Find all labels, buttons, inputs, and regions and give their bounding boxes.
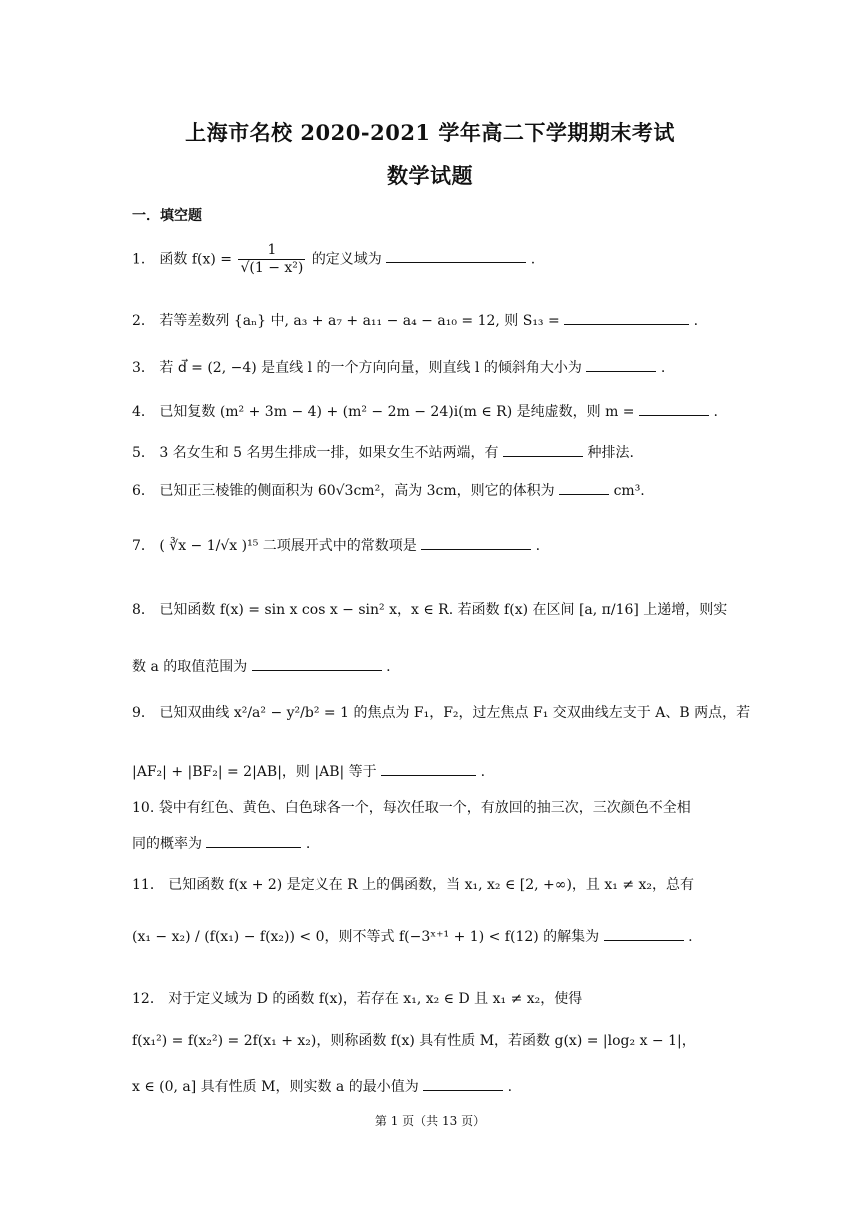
question-12 bbox=[132, 991, 732, 1008]
question-text: x ∈ (0, a] 具有性质 M，则实数 a 的最小值为 bbox=[132, 1079, 419, 1095]
question-text: 数 a 的取值范围为 bbox=[132, 659, 248, 675]
question-text: 已知函数 f(x) = sin x cos x − sin² x，x ∈ R. 若函数 f(x) 在区间 [a, π/16] 上递增，则实 bbox=[159, 602, 728, 618]
answer-blank bbox=[639, 401, 709, 416]
question-text: 已知双曲线 x²/a² − y²/b² = 1 的焦点为 F₁，F₂，过左焦点 F₁ 交双曲线左支于 A、B 两点，若 bbox=[159, 705, 751, 721]
fraction-numerator: 1 bbox=[267, 242, 277, 258]
answer-blank bbox=[386, 248, 526, 263]
question-text: 若 d⃗ = (2, −4) 是直线 l 的一个方向向量，则直线 l 的倾斜角大小为 bbox=[159, 360, 582, 376]
document-title: 上海市名校 2020-2021 学年高二下学期期末考试 bbox=[185, 120, 675, 145]
question-8-continued bbox=[132, 656, 732, 676]
question-number: 8． bbox=[132, 602, 155, 618]
question-7 bbox=[132, 535, 732, 555]
question-number: 7． bbox=[132, 538, 155, 554]
question-text: f(x₁²) = f(x₂²) = 2f(x₁ + x₂)，则称函数 f(x) 具有性质 M，若函数 g(x) = |log₂ x − 1|， bbox=[132, 1033, 696, 1049]
question-11-continued bbox=[132, 926, 732, 946]
question-text: 的定义域为 bbox=[311, 251, 382, 268]
question-5 bbox=[132, 442, 732, 462]
question-text: (x₁ − x₂) / (f(x₁) − f(x₂)) < 0，则不等式 f(−3ˣ⁺¹ + 1) < f(12) 的解集为 bbox=[132, 929, 600, 945]
question-9 bbox=[132, 705, 751, 722]
question-number: 6． bbox=[132, 483, 155, 499]
fraction bbox=[238, 242, 305, 277]
question-tail: . bbox=[530, 251, 536, 268]
question-10-continued bbox=[132, 833, 732, 853]
answer-blank bbox=[423, 1076, 503, 1091]
question-11 bbox=[132, 877, 732, 894]
question-6 bbox=[132, 480, 732, 500]
answer-blank bbox=[206, 833, 301, 848]
question-text: |AF₂| + |BF₂| = 2|AB|，则 |AB| 等于 bbox=[132, 764, 377, 780]
question-2 bbox=[132, 310, 732, 330]
page-footer: 第 1 页（共 13 页） bbox=[374, 1114, 486, 1128]
question-number: 11． bbox=[132, 877, 164, 893]
question-text: 3 名女生和 5 名男生排成一排，如果女生不站两端，有 bbox=[159, 445, 499, 461]
question-number: 12． bbox=[132, 991, 164, 1007]
question-text: 函数 f(x) = bbox=[159, 251, 237, 268]
question-10 bbox=[132, 800, 732, 817]
answer-blank bbox=[586, 357, 656, 372]
question-1 bbox=[132, 242, 732, 277]
question-tail: . bbox=[688, 929, 693, 945]
question-3 bbox=[132, 357, 732, 377]
question-tail: cm³. bbox=[613, 483, 645, 499]
question-text: ( ∛x − 1/√x )¹⁵ 二项展开式中的常数项是 bbox=[159, 538, 417, 554]
answer-blank bbox=[604, 926, 684, 941]
question-number: 1． bbox=[132, 251, 155, 268]
question-tail: . bbox=[480, 764, 486, 780]
answer-blank bbox=[381, 761, 476, 776]
question-text: 同的概率为 bbox=[132, 836, 202, 852]
question-12-continued bbox=[132, 1076, 732, 1096]
question-tail: . bbox=[713, 404, 718, 420]
answer-blank bbox=[503, 442, 583, 457]
question-tail: 种排法. bbox=[587, 445, 634, 461]
fraction-denominator: √(1 − x²) bbox=[240, 259, 304, 276]
question-tail: . bbox=[693, 313, 699, 329]
question-12-continued bbox=[132, 1033, 732, 1050]
question-number: 2． bbox=[132, 313, 155, 329]
question-text: 已知复数 (m² + 3m − 4) + (m² − 2m − 24)i(m ∈ R) 是纯虚数，则 m = bbox=[159, 404, 639, 420]
question-text: 袋中有红色、黄色、白色球各一个，每次任取一个，有放回的抽三次，三次颜色不全相 bbox=[158, 800, 691, 816]
question-tail: . bbox=[305, 836, 311, 852]
question-text: 已知正三棱锥的侧面积为 60√3cm²，高为 3cm，则它的体积为 bbox=[159, 483, 555, 499]
question-number: 10. bbox=[132, 800, 155, 816]
answer-blank bbox=[564, 310, 689, 325]
question-text: 对于定义域为 D 的函数 f(x)，若存在 x₁, x₂ ∈ D 且 x₁ ≠ x₂，使得 bbox=[168, 991, 583, 1007]
question-9-continued bbox=[132, 761, 732, 781]
question-text: 若等差数列 {aₙ} 中, a₃ + a₇ + a₁₁ − a₄ − a₁₀ = 12, 则 S₁₃ = bbox=[159, 313, 565, 329]
document-subtitle: 数学试题 bbox=[387, 163, 473, 188]
question-tail: . bbox=[507, 1079, 513, 1095]
question-text: 已知函数 f(x + 2) 是定义在 R 上的偶函数，当 x₁, x₂ ∈ [2, +∞)，且 x₁ ≠ x₂，总有 bbox=[168, 877, 695, 893]
question-number: 5． bbox=[132, 445, 155, 461]
question-number: 3． bbox=[132, 360, 155, 376]
section-heading: 一．填空题 bbox=[132, 208, 202, 224]
question-8 bbox=[132, 602, 732, 619]
question-number: 9． bbox=[132, 705, 155, 721]
question-4 bbox=[132, 401, 732, 421]
question-number: 4． bbox=[132, 404, 155, 420]
answer-blank bbox=[559, 480, 609, 495]
answer-blank bbox=[421, 535, 531, 550]
question-tail: . bbox=[535, 538, 541, 554]
answer-blank bbox=[252, 656, 382, 671]
question-tail: . bbox=[386, 659, 391, 675]
question-tail: . bbox=[660, 360, 666, 376]
